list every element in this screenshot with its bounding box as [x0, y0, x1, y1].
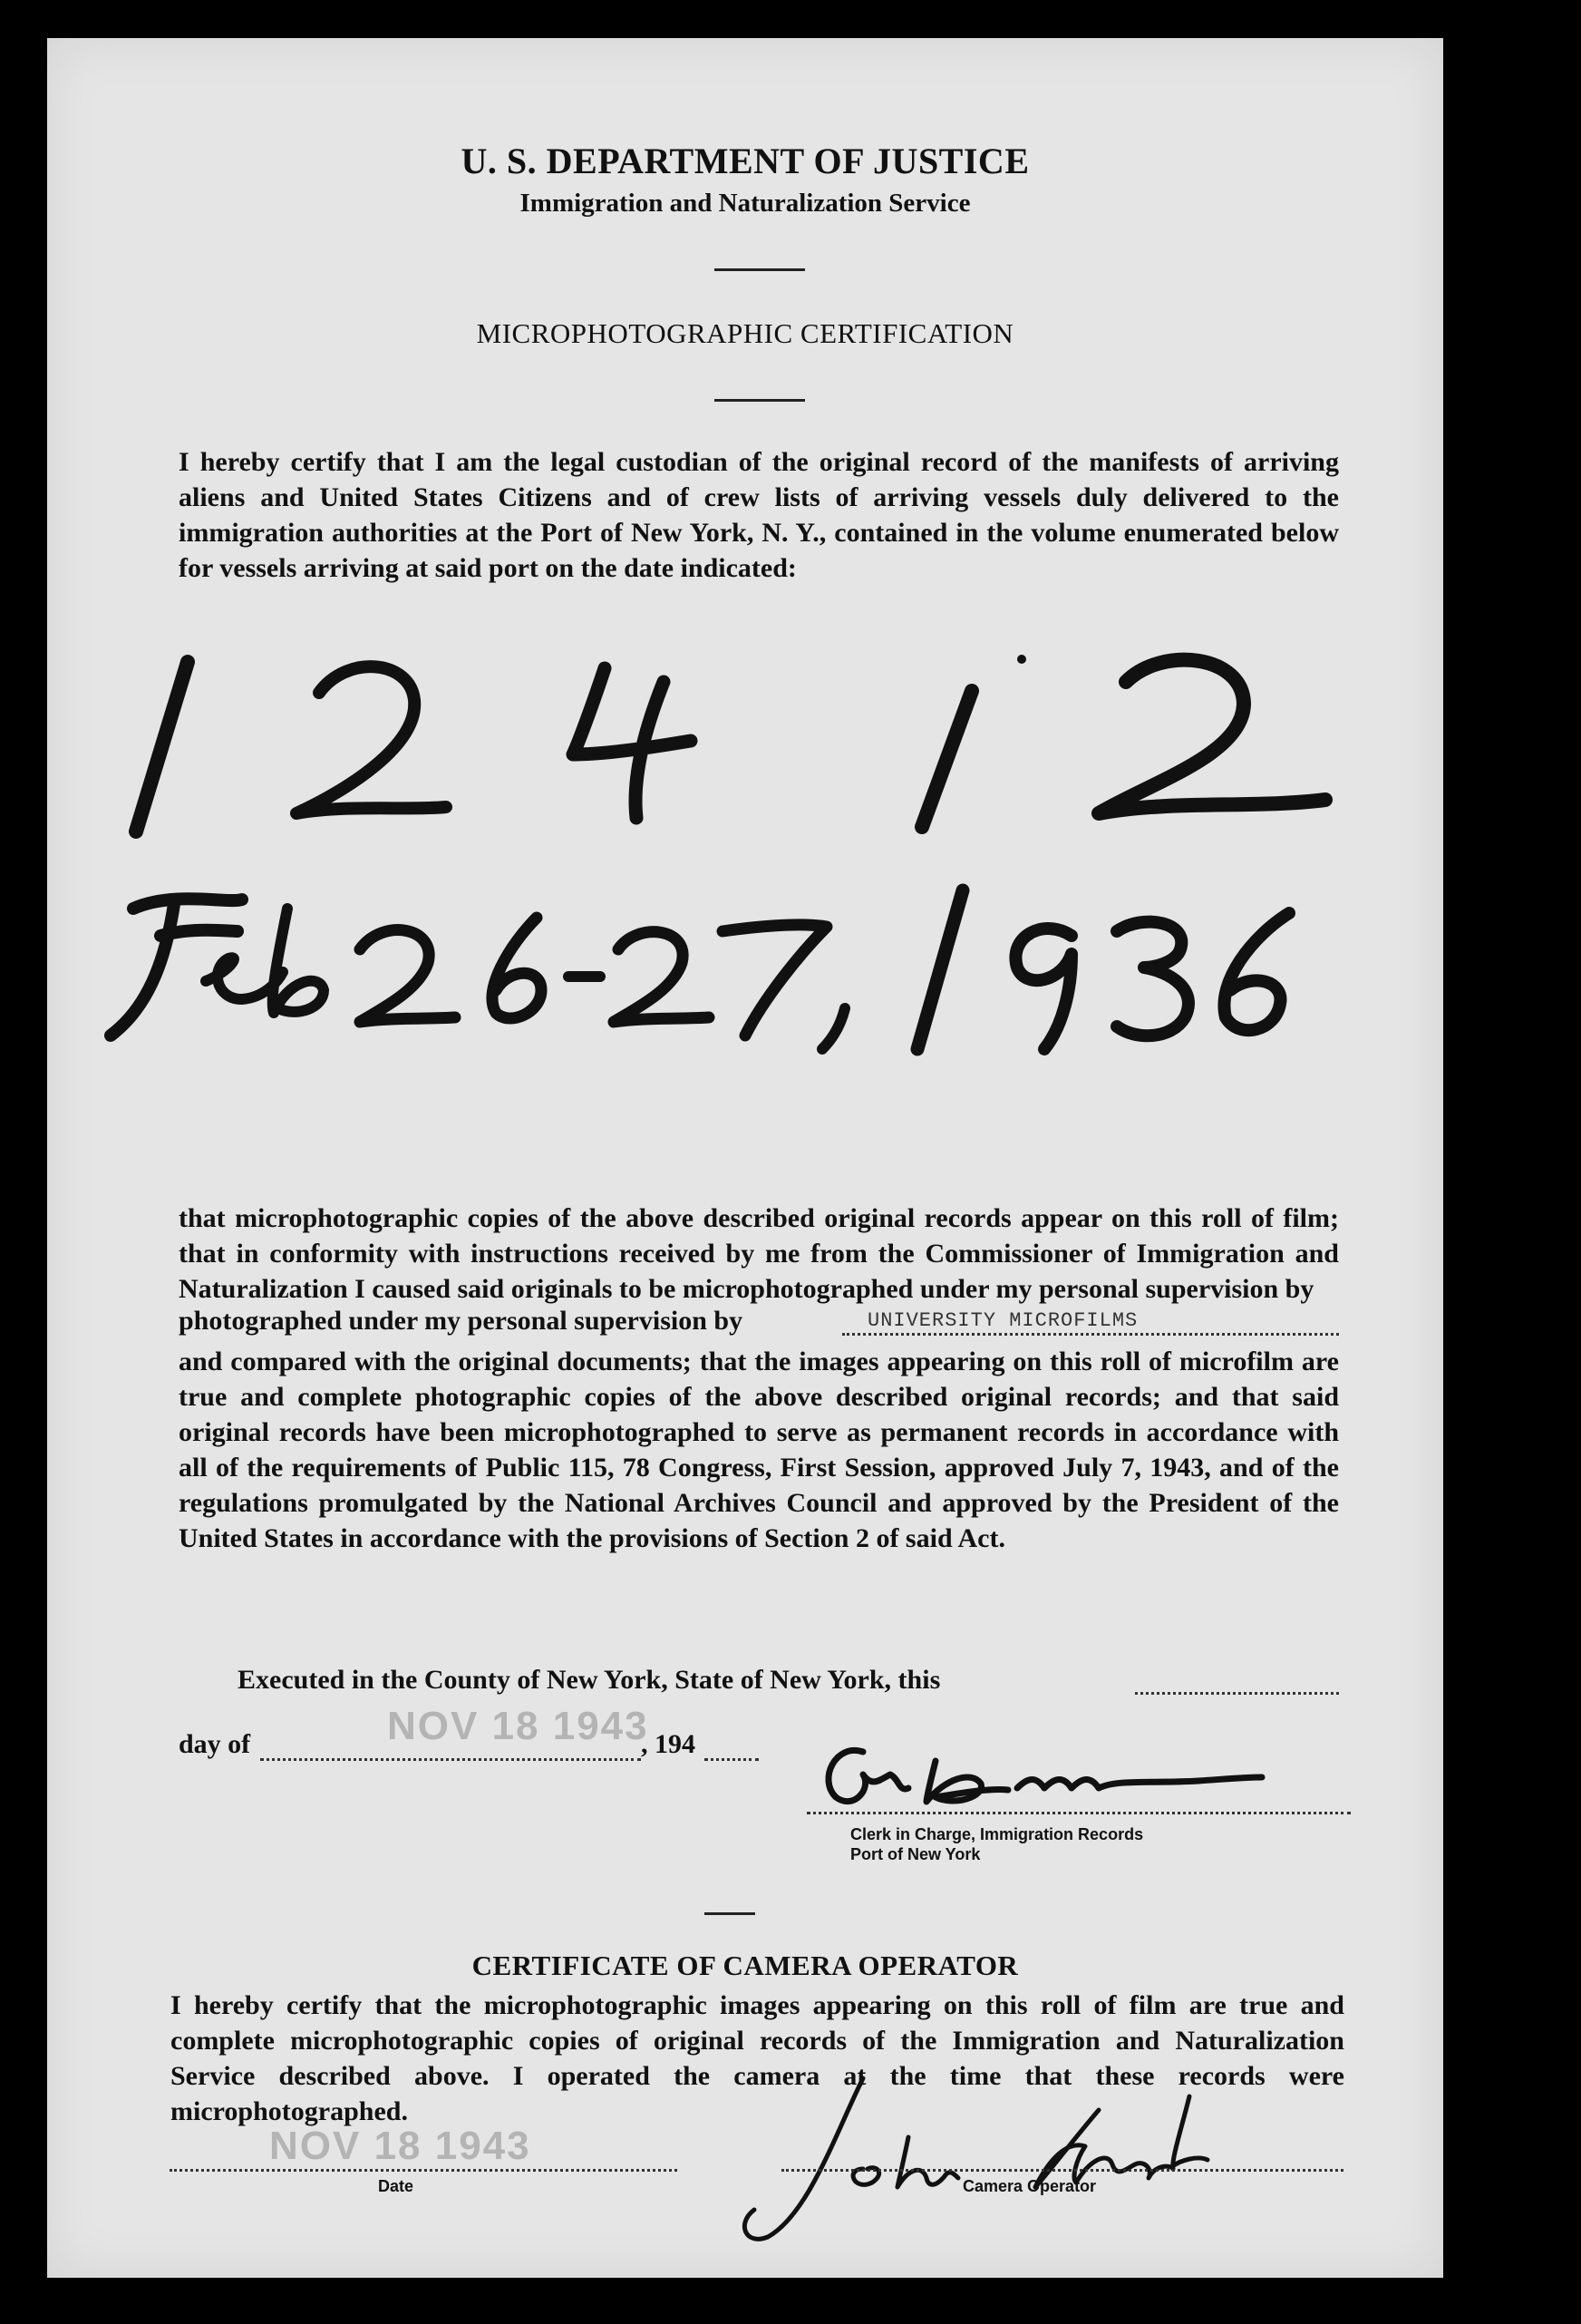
year-label: , 194 — [641, 1729, 695, 1759]
divider — [714, 399, 805, 402]
clerk-caption — [850, 1824, 1143, 1864]
dotted-fill-line — [704, 1758, 759, 1761]
clerk-caption-title: Clerk in Charge, Immigration Records — [850, 1825, 1144, 1843]
department-title: U. S. DEPARTMENT OF JUSTICE — [461, 141, 1030, 181]
executed-line — [238, 1665, 1339, 1701]
dotted-fill-line — [260, 1758, 641, 1761]
typed-company-name: UNIVERSITY MICROFILMS — [868, 1309, 1139, 1332]
date-stamp: NOV 18 1943 — [269, 2124, 531, 2168]
operator-signature-text: John Mead — [727, 2060, 732, 2061]
copies-paragraph-part1: that microphotographic copies of the above described original records appear on this roll of film; that in conformity with instructions received by me from the Commissioner of Immigration and Naturalization I caused said originals to be microphotographed under my personal supervision by — [179, 1203, 1339, 1304]
operator-caption: Camera Operator — [963, 2177, 1097, 2195]
dotted-fill-line — [842, 1333, 1339, 1336]
handwritten-volume-number — [47, 618, 1443, 854]
dotted-fill-line — [1135, 1692, 1339, 1695]
divider — [704, 1912, 755, 1915]
day-of-label: day of — [179, 1729, 251, 1759]
camera-operator-paragraph: I hereby certify that the microphotographic images appearing on this roll of film are true and complete microphotographic copies of original records of the Immigration and Naturalization Service described above. I operated the camera at the time that these records were microphotographed. — [170, 1990, 1344, 2126]
handwritten-date-text: Feb 26-27, 1936 — [47, 854, 53, 855]
camera-operator-signature — [727, 2060, 1235, 2251]
section-heading-microphotographic: MICROPHOTOGRAPHIC CERTIFICATION — [476, 317, 1014, 349]
day-of-line — [179, 1704, 813, 1775]
handwritten-date — [47, 854, 1443, 1090]
operator-dotted-line — [781, 2169, 1343, 2172]
divider — [714, 268, 805, 271]
received-date-stamp: NOV 18 1943 — [387, 1704, 649, 1748]
executed-label: Executed in the County of New York, State of New York, this — [238, 1665, 941, 1695]
service-subtitle: Immigration and Naturalization Service — [519, 189, 971, 218]
clerk-signature-text: Geo Baerner — [772, 1725, 778, 1726]
custodian-paragraph: I hereby certify that I am the legal custodian of the original record of the manifests of arriving aliens and United States Citizens and of crew lists of arriving vessels duly delivered to the immigration authorities at the Port of New York, N. Y., contained in the volume enumerated below for vessels arriving at said port on the date indicated: — [179, 447, 1339, 583]
date-caption: Date — [378, 2177, 414, 2195]
signature-dotted-line — [807, 1812, 1351, 1814]
clerk-caption-port: Port of New York — [850, 1845, 981, 1863]
supervision-label: photographed under my personal supervision by — [179, 1306, 743, 1336]
section-heading-camera-operator: CERTIFICATE OF CAMERA OPERATOR — [471, 1950, 1019, 1981]
copies-paragraph-part2: and compared with the original documents; that the images appearing on this roll of microfilm are true and complete photographic copies of the above described original records; and that said original records have been microphotographed to serve as permanent records in accordance with all of the requirements of Public 115, 78 Congress, First Session, approved July 7, 1943, and of the regulations promulgated by the National Archives Council and approved by the President of the United States in accordance with the provisions of Section 2 of said Act. — [179, 1347, 1339, 1553]
date-dotted-line — [170, 2169, 677, 2172]
supervision-line — [179, 1306, 1339, 1346]
clerk-signature — [772, 1725, 1353, 1824]
certificate-sheet — [47, 38, 1443, 2278]
clerk-signature-block — [772, 1725, 1353, 1833]
handwritten-volume-text: 1 2 4 1 2 — [47, 618, 51, 619]
